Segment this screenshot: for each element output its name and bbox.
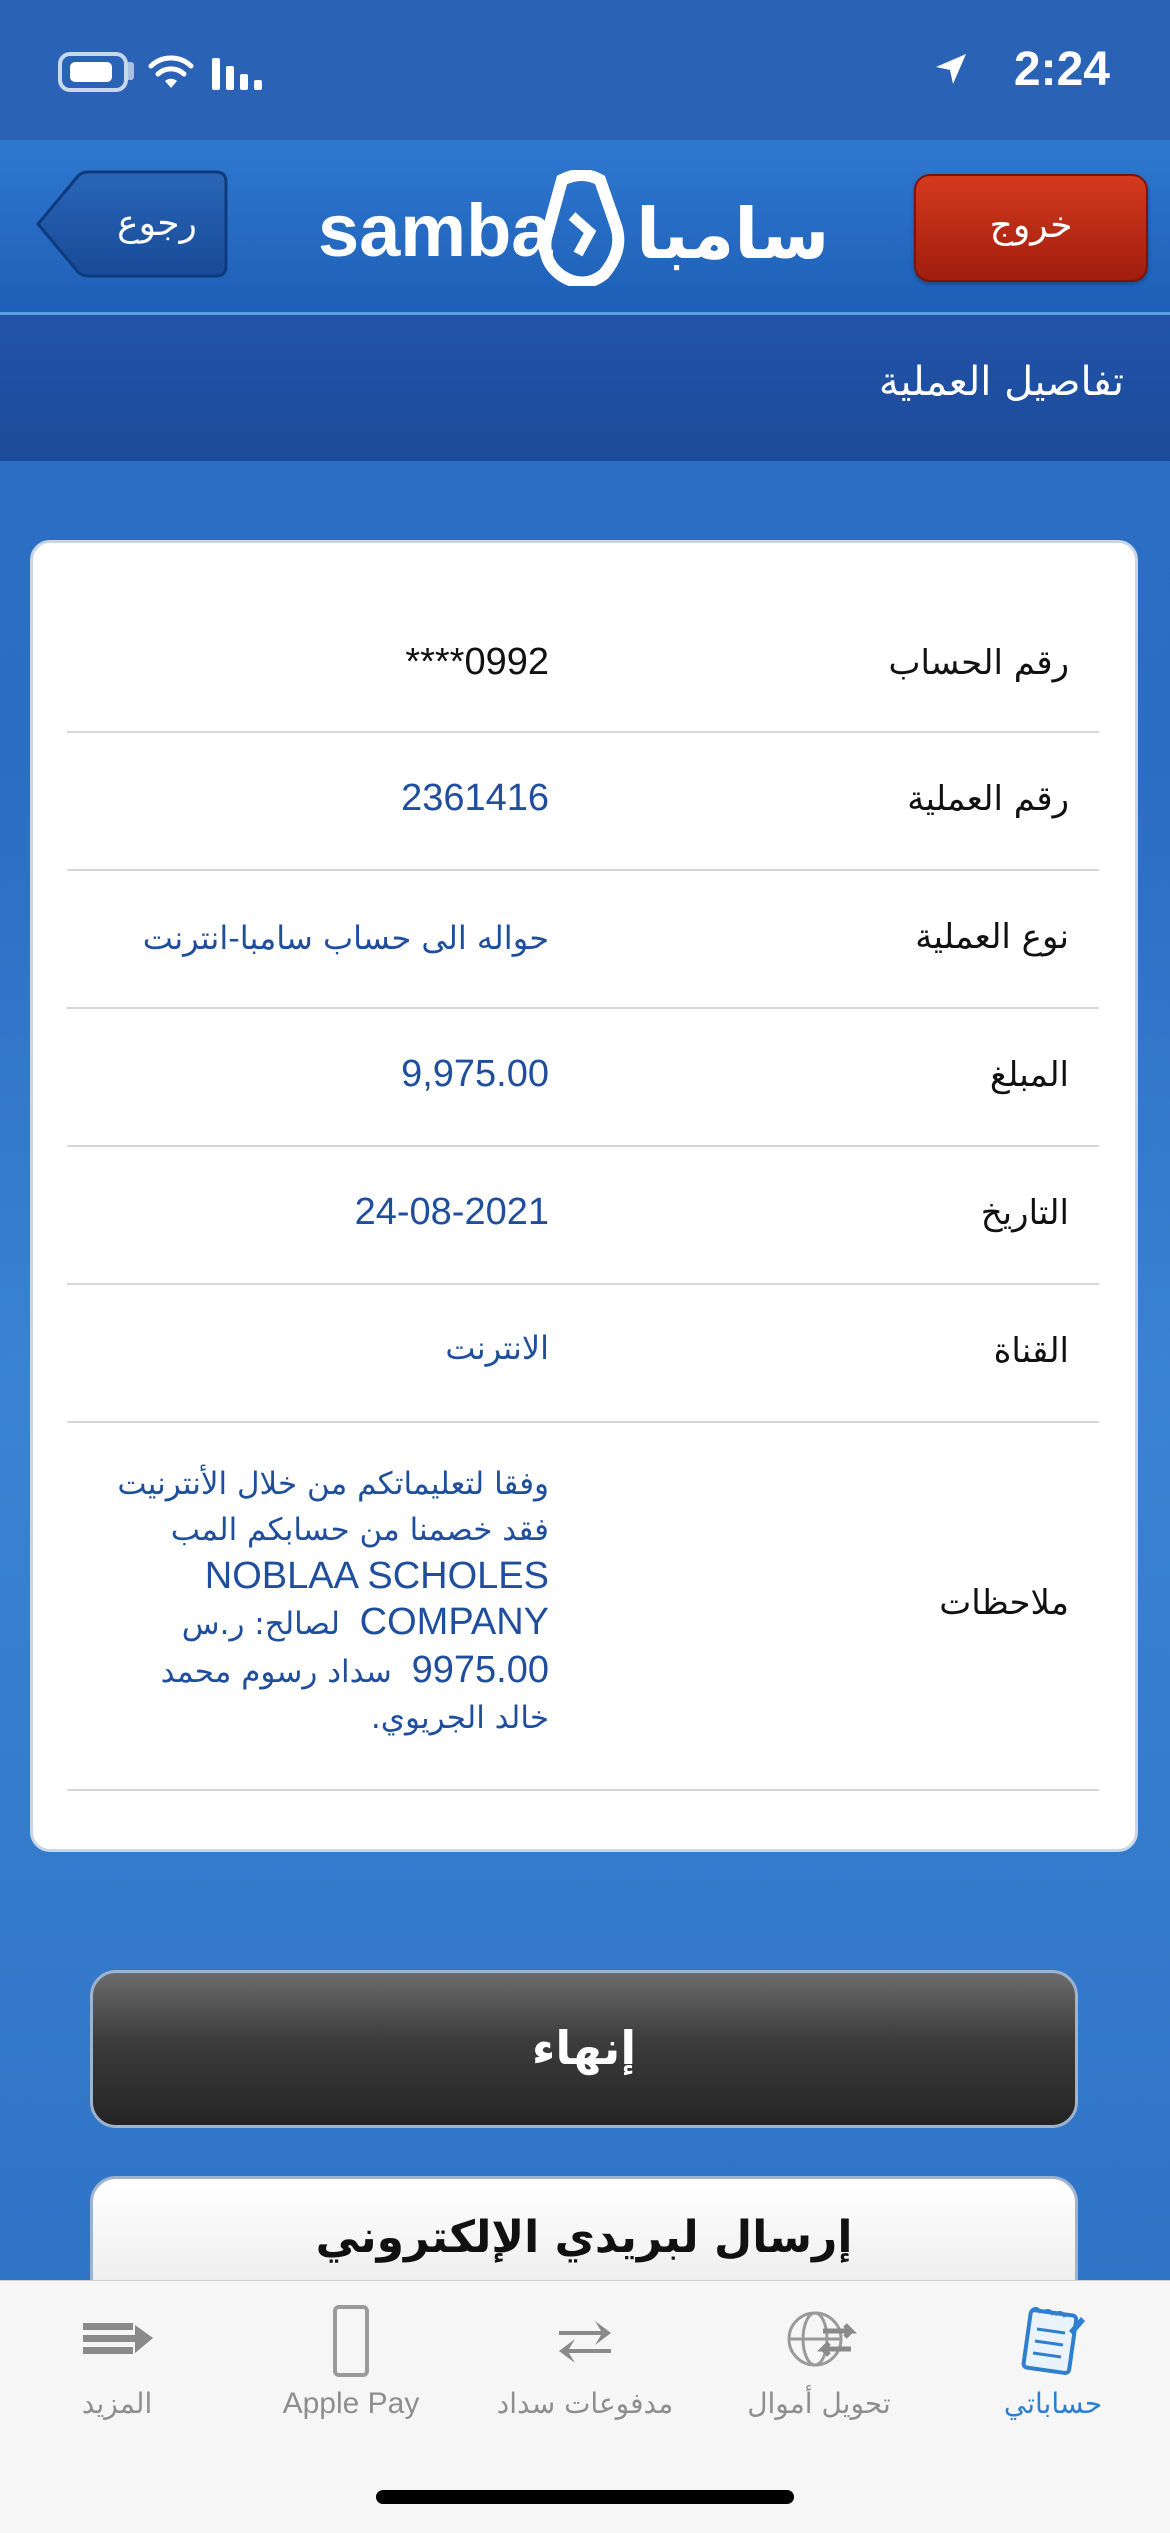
payments-icon [545,2301,625,2381]
detail-value: 24-08-2021 [354,1191,549,1233]
tab-apple-pay[interactable] [234,2281,468,2431]
samba-logo [318,170,858,286]
detail-label: نوع العملية [915,917,1069,957]
battery-icon [58,52,128,92]
detail-label: القناة [993,1331,1069,1371]
more-icon [77,2301,157,2381]
svg-text:samba: samba [318,189,553,272]
tab-label: تحويل أموال [747,2387,891,2420]
transaction-details-card [30,540,1138,1852]
send-email-button[interactable]: إرسال لبريدي الإلكتروني [90,2176,1078,2336]
detail-value: 2361416 [401,777,549,819]
battery-cap [128,62,134,80]
detail-row-account [67,597,1099,733]
detail-row-channel [67,1285,1099,1423]
detail-label: رقم الحساب [888,643,1069,683]
notes-line: NOBLAA SCHOLES [204,1555,549,1597]
location-arrow-icon [934,52,968,86]
app-header [0,140,1170,315]
detail-label: المبلغ [989,1055,1069,1095]
tab-transfer-money[interactable] [702,2281,936,2431]
notes-line: فقد خصمنا من حسابكم المب [170,1512,549,1548]
phone-icon [311,2301,391,2381]
status-time: 2:24 [1013,43,1110,96]
detail-row-notes [67,1423,1099,1791]
notes-line: خالد الجريوي. [370,1700,549,1736]
detail-label: رقم العملية [907,779,1069,819]
notes-line [79,1599,549,1647]
back-button[interactable] [36,170,228,278]
home-indicator[interactable] [376,2490,794,2504]
wifi-icon [146,52,196,92]
notes-line: وفقا لتعليماتكم من خلال الأنترنيت [117,1466,549,1502]
detail-row-amount [67,1009,1099,1147]
tab-more[interactable] [0,2281,234,2431]
detail-label: ملاحظات [939,1583,1069,1623]
detail-row-transaction-number [67,733,1099,871]
svg-text:سامبا: سامبا [636,193,830,275]
title-bar [0,315,1170,461]
notepad-icon [1013,2301,1093,2381]
notes-company: COMPANY [359,1601,549,1643]
detail-value: حواله الى حساب سامبا-انترنت [142,919,549,957]
notes-line [79,1647,549,1695]
tab-label: مدفوعات سداد [496,2387,674,2420]
status-bar [0,0,1170,140]
globe-transfer-icon [779,2301,859,2381]
detail-value: ****0992 [405,641,549,683]
notes-text [79,1461,549,1741]
detail-row-transaction-type [67,871,1099,1009]
tab-label: حساباتي [1003,2387,1103,2420]
page-title: تفاصيل العملية [878,359,1124,405]
tab-my-accounts[interactable] [936,2281,1170,2431]
detail-value: 9,975.00 [401,1053,549,1095]
detail-value: الانترنت [445,1329,549,1367]
detail-label: التاريخ [980,1193,1069,1233]
notes-amount: 9975.00 [411,1649,549,1691]
tab-sadad-payments[interactable] [468,2281,702,2431]
notes-purpose: سداد رسوم محمد [160,1654,392,1690]
tab-label: المزيد [81,2387,153,2420]
back-label: رجوع [117,203,197,244]
finish-button[interactable]: إنهاء [90,1970,1078,2128]
tab-label: Apple Pay [282,2387,420,2420]
logout-button[interactable]: خروج [914,174,1148,282]
detail-row-date [67,1147,1099,1285]
notes-beneficiary: لصالح: ر.س [181,1606,340,1642]
signal-icon [210,52,268,92]
